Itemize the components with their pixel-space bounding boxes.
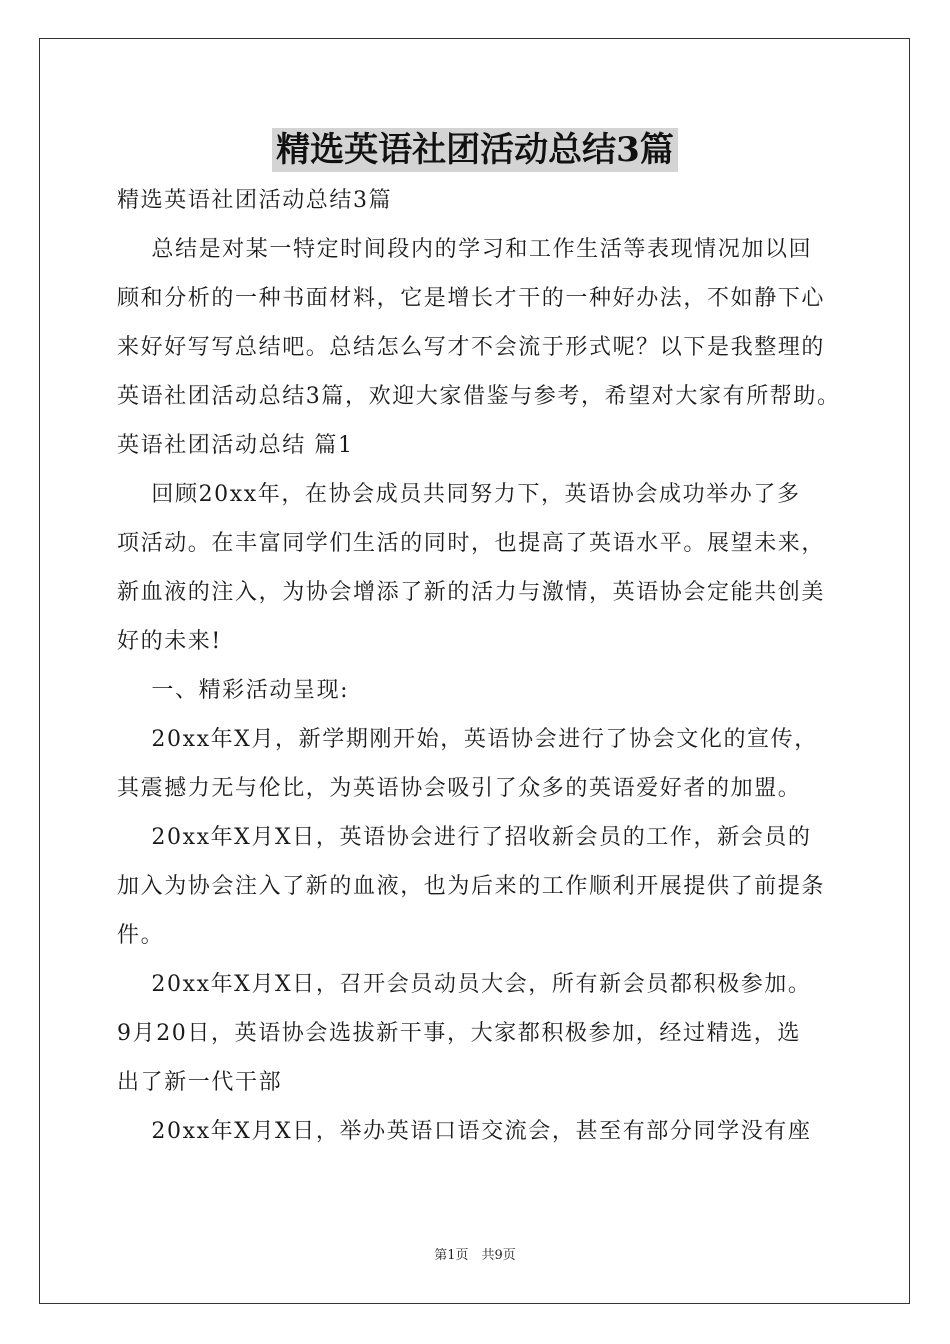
body-line: 顾和分析的一种书面材料，它是增长才干的一种好办法，不如静下心 bbox=[117, 286, 826, 311]
document-body bbox=[117, 176, 841, 1156]
body-line: 20xx年X月X日，召开会员动员大会，所有新会员都积极参加。 bbox=[117, 972, 812, 997]
title-area bbox=[0, 128, 950, 172]
body-line: 项活动。在丰富同学们生活的同时，也提高了英语水平。展望未来， bbox=[117, 531, 826, 556]
body-line: 好的未来! bbox=[117, 629, 222, 654]
body-line: 回顾20xx年，在协会成员共同努力下，英语协会成功举办了多 bbox=[117, 482, 801, 507]
document-title: 精选英语社团活动总结3篇 bbox=[272, 128, 678, 172]
body-line: 来好好写写总结吧。总结怎么写才不会流于形式呢？以下是我整理的 bbox=[117, 335, 826, 360]
body-line: 新血液的注入，为协会增添了新的活力与激情，英语协会定能共创美 bbox=[117, 580, 826, 605]
body-line: 出了新一代干部 bbox=[117, 1070, 283, 1095]
body-line: 其震撼力无与伦比，为英语协会吸引了众多的英语爱好者的加盟。 bbox=[117, 776, 802, 801]
body-line: 英语社团活动总结3篇，欢迎大家借鉴与参考，希望对大家有所帮助。 bbox=[117, 384, 841, 409]
body-line: 9月20日，英语协会选拔新干事，大家都积极参加，经过精选，选 bbox=[117, 1021, 801, 1046]
body-line: 20xx年X月，新学期刚开始，英语协会进行了协会文化的宣传， bbox=[117, 727, 818, 752]
body-line: 加入为协会注入了新的血液，也为后来的工作顺利开展提供了前提条 bbox=[117, 874, 826, 899]
section-heading: 英语社团活动总结 篇1 bbox=[117, 433, 354, 458]
body-line: 件。 bbox=[117, 923, 165, 948]
body-line: 20xx年X月X日，举办英语口语交流会，甚至有部分同学没有座 bbox=[117, 1119, 812, 1144]
page-number-footer: 第1页 共9页 bbox=[434, 1248, 516, 1263]
body-line: 精选英语社团活动总结3篇 bbox=[117, 188, 393, 213]
body-line: 总结是对某一特定时间段内的学习和工作生活等表现情况加以回 bbox=[117, 237, 813, 262]
subsection-heading: 一、精彩活动呈现: bbox=[117, 678, 350, 703]
body-line: 20xx年X月X日，英语协会进行了招收新会员的工作，新会员的 bbox=[117, 825, 812, 850]
